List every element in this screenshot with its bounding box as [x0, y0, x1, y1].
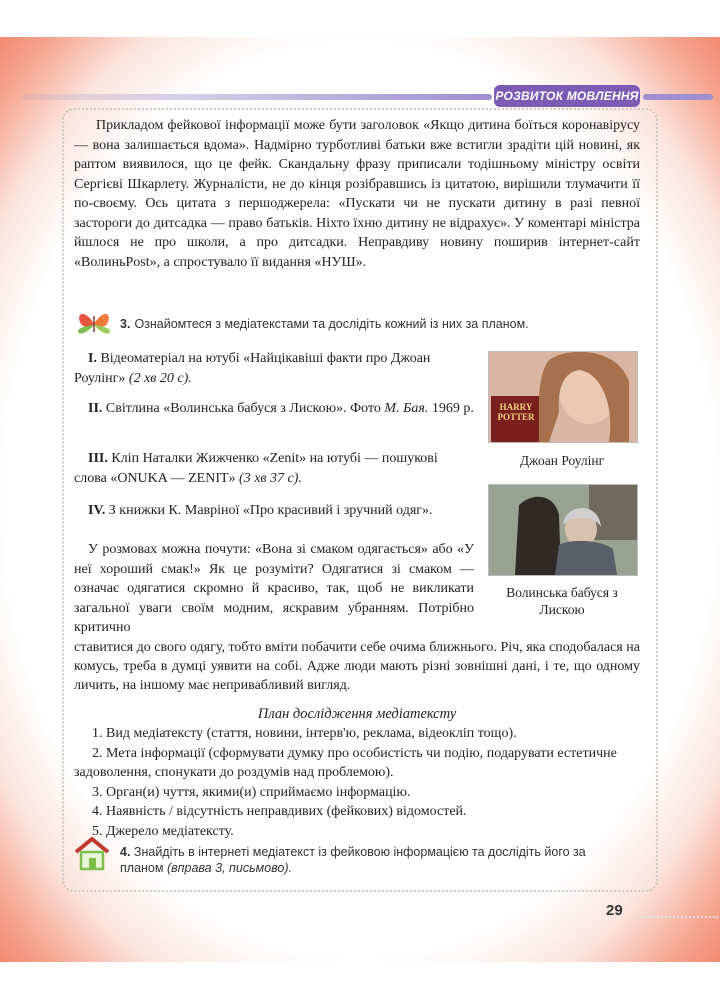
- item-4-numeral: IV.: [88, 503, 106, 518]
- task-4-text: Знайдіть в інтернеті медіатекст із фейковою інформацією та дослідіть його за планом: [120, 845, 586, 875]
- photo-grandmother-image: [489, 485, 637, 575]
- item-2: [74, 399, 474, 419]
- task-3: [120, 316, 640, 332]
- item-4: [74, 501, 474, 521]
- section-tag: РОЗВИТОК МОВЛЕННЯ: [494, 85, 640, 107]
- item-3-numeral: III.: [88, 451, 108, 466]
- footer-dots: [638, 916, 718, 918]
- item-1-text: Відеоматеріал на ютубі «Найцікавіші факти про Джоан Роулінг»: [74, 351, 431, 386]
- plan-list: [74, 724, 640, 841]
- plan-title: План дослідження медіатексту: [257, 706, 457, 722]
- item-2-year: 1969 р.: [431, 401, 474, 416]
- item-2-text: Світлина «Волинська бабуся з Лискою». Фото: [105, 401, 381, 416]
- photo-rowling: [488, 351, 638, 443]
- item-1: [74, 349, 474, 388]
- page-number: 29: [606, 902, 623, 919]
- item-3-text: Кліп Наталки Жижченко «Zenit» на ютубі — пошукові слова «ONUKA — ZENIT»: [74, 451, 438, 486]
- header-band-right: [643, 94, 713, 100]
- item-2-numeral: II.: [88, 401, 103, 416]
- plan-item: 4. Наявність / відсутність неправдивих (фейкових) відомостей.: [92, 804, 467, 819]
- plan-item: 2. Мета інформації (сформувати думку про особистість чи подію, подарувати естетичне задоволення, спонукати до роздумів над проблемою).: [74, 745, 617, 780]
- intro-paragraph: Прикладом фейкової інформації може бути заголовок «Якщо дитина боїться коронавірусу — вона залишається вдома». Надмірно турботливі батьки вже встигли зрадіти цій новині, як раптом виявилося, що це фейк. Скандальну фразу приписали тодішньому міністру освіти Сергієві Шкарлету. Журналісти, не до кінця розібравшись із цитатою, вирішили тлумачити її по-своєму. Ось цитата з першоджерела: «Пускати чи не пускати дитину в разі певної застороги до дитсадка — право батьків. Ніхто їхню дитину не відрахує». У коментарі міністра йшлося не про школи, а про дитсадки. Неправдиву новину поширив інтернет-сайт «ВолиньPost», а спростувало її видання «НУШ».: [74, 118, 640, 270]
- item-1-extra: (2 хв 20 с).: [128, 370, 192, 386]
- task-4: [120, 844, 620, 876]
- quote-continuation: ставитися до свого одягу, тобто вміти побачити себе очима ближнього. Річ, яка сподобалася на комусь, треба в думці уявити на собі. Адже люди мають різні зовнішні дані, і те, що одному личить, на іншому має непривабливий вигляд.: [74, 640, 640, 693]
- quote-column: У розмовах можна почути: «Вона зі смаком одягається» або «У неї хороший смак!» Як це розуміти? Одягатися зі смаком — означає одягатися скромно й красиво, так, щоб не викликати загальної уваги своїм модним, яскравим убранням. Потрібно критично: [74, 542, 474, 635]
- house-icon: [72, 836, 112, 872]
- task-4-note: (вправа 3, письмово).: [166, 861, 293, 875]
- photo-rowling-caption: Джоан Роулінг: [519, 453, 605, 468]
- photo-grandmother: [488, 484, 638, 576]
- photo-rowling-image: [489, 352, 637, 442]
- item-4-text: З книжки К. Мавріної «Про красивий і зручний одяг».: [108, 503, 433, 518]
- plan-item: 5. Джерело медіатексту.: [92, 823, 234, 839]
- item-3: [74, 449, 474, 488]
- item-3-extra: (3 хв 37 с).: [239, 470, 302, 486]
- task-4-number: 4.: [120, 845, 131, 859]
- book-cover-text: HARRY POTTER: [497, 402, 535, 422]
- butterfly-icon: [72, 306, 116, 340]
- item-1-numeral: I.: [88, 351, 97, 366]
- task-3-number: 3.: [120, 317, 131, 331]
- item-2-author: М. Бая.: [384, 401, 429, 416]
- photo-grandmother-caption: Волинська бабуся з Лискою: [506, 585, 618, 617]
- plan-item: 3. Орган(и) чуття, якими(и) сприймаємо інформацію.: [92, 784, 411, 800]
- plan-item: 1. Вид медіатексту (стаття, новини, інтерв'ю, реклама, відеокліп тощо).: [92, 726, 517, 741]
- task-3-text: Ознайомтеся з медіатекстами та дослідіть кожний із них за планом.: [134, 317, 529, 331]
- header-band: [22, 94, 492, 100]
